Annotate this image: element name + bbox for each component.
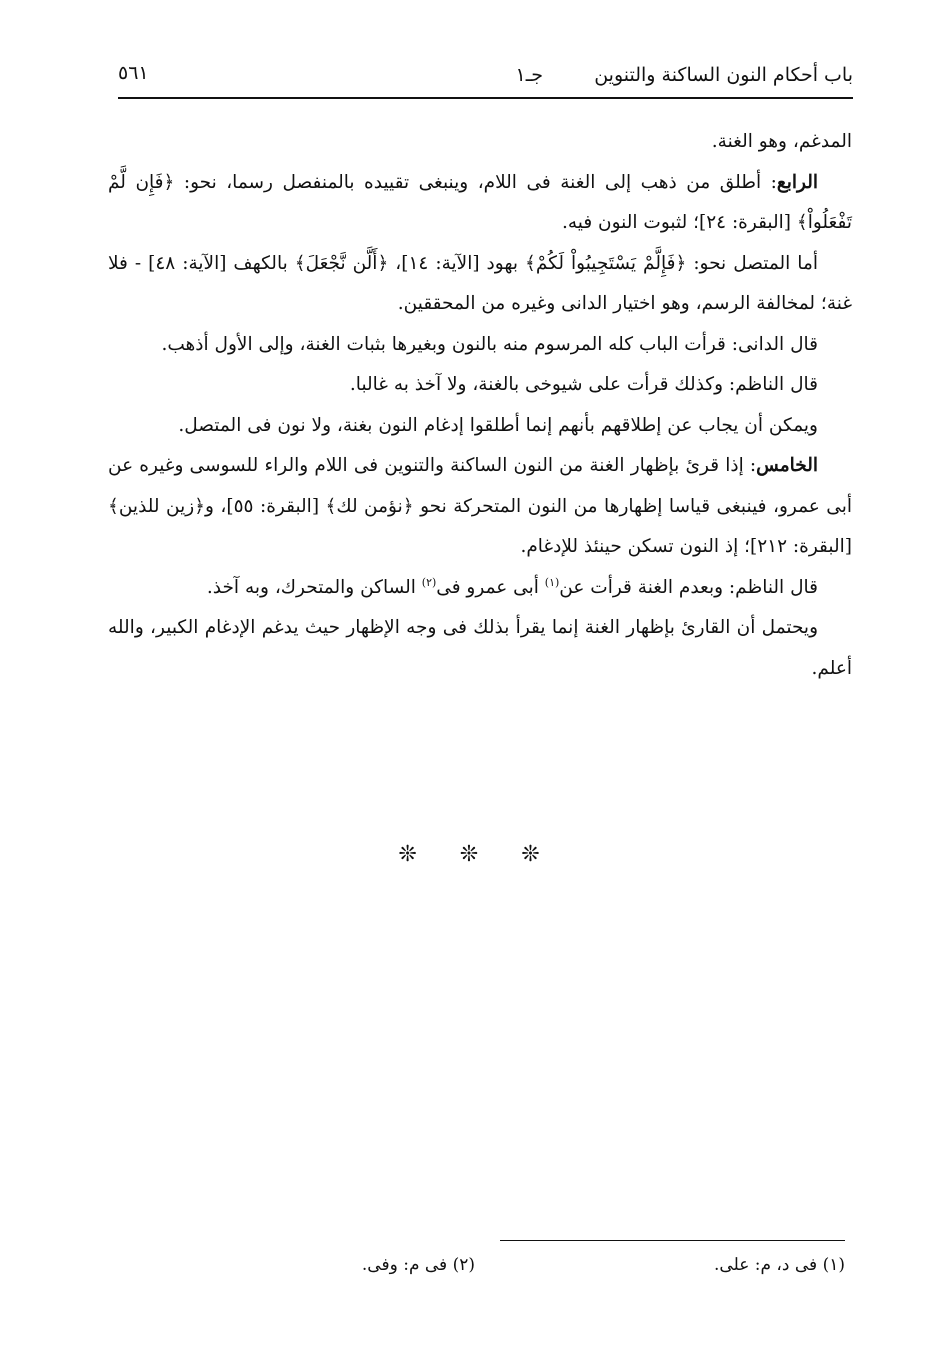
running-head bbox=[118, 62, 853, 96]
paragraph bbox=[108, 446, 852, 568]
paragraph-text: ويحتمل أن القارئ بإظهار الغنة إنما يقرأ بذلك فى وجه الإظهار حيث يدغم الإدغام الكبير، والله أعلم. bbox=[108, 617, 852, 679]
main-text bbox=[108, 122, 852, 689]
paragraph-text: ويمكن أن يجاب عن إطلاقهم بأنهم إنما أطلقوا إدغام النون بغنة، ولا نون فى المتصل. bbox=[178, 414, 818, 436]
paragraph-text: الساكن والمتحرك، وبه آخذ. bbox=[206, 576, 422, 598]
paragraph-text: : إذا قرئ بإظهار الغنة من النون الساكنة والتنوين فى اللام والراء للسوسى وغيره عن أبى عمرو، فينبغى قياسا إظهارها من النون المتحركة نحو ﴿نؤمن لك﴾ [البقرة: ٥٥]، و﴿زين للذين﴾ [البقرة: ٢١٢]؛ إذ النون تسكن حينئذ للإدغام. bbox=[108, 455, 852, 557]
paragraph-text: أما المتصل نحو: ﴿فَإِلَّمْ يَسْتَجِيبُواْ لَكُمْ﴾ بهود [الآية: ١٤]، ﴿أَلَّن نَّجْعَلَ﴾ بالكهف [الآية: ٤٨] - فلا غنة؛ لمخالفة الرسم، وهو اختيار الدانى وغيره من المحققين. bbox=[108, 252, 852, 314]
asterism-icon: ❊ bbox=[398, 842, 417, 867]
section-label: الخامس bbox=[756, 455, 818, 476]
page-number: ٥٦١ bbox=[118, 62, 149, 84]
paragraph bbox=[108, 568, 852, 609]
paragraph bbox=[108, 122, 852, 163]
paragraph bbox=[108, 163, 852, 244]
volume-label: جـ١ bbox=[515, 64, 543, 86]
paragraph-text: قال الناظم: وبعدم الغنة قرأت عن bbox=[559, 576, 818, 598]
chapter-title: باب أحكام النون الساكنة والتنوين bbox=[594, 64, 853, 86]
paragraph bbox=[108, 608, 852, 689]
footnote-marker: (١) bbox=[544, 575, 560, 589]
paragraph-text: قال الناظم: وكذلك قرأت على شيوخى بالغنة، ولا آخذ به غالبا. bbox=[349, 374, 818, 395]
footnote-rule bbox=[500, 1240, 845, 1241]
footnotes bbox=[300, 1255, 845, 1295]
paragraph bbox=[108, 365, 852, 406]
asterism-icon: ❊ bbox=[459, 842, 479, 867]
footnote-1: (١) فى د، م: على. bbox=[714, 1255, 845, 1275]
section-separator bbox=[0, 842, 938, 867]
paragraph-text: أبى عمرو فى bbox=[436, 576, 545, 598]
footnote-2: (٢) فى م: وفى. bbox=[361, 1255, 475, 1275]
footnote-marker: (٢) bbox=[421, 575, 437, 589]
paragraph bbox=[108, 325, 852, 366]
paragraph-text: قال الدانى: قرأت الباب كله المرسوم منه بالنون وبغيرها بثبات الغنة، وإلى الأول أذهب. bbox=[161, 333, 818, 355]
header-rule bbox=[118, 97, 853, 99]
paragraph-text: : أطلق من ذهب إلى الغنة فى اللام، وينبغى تقييده بالمنفصل رسما، نحو: ﴿فَإِن لَّمْ تَفْعَلُواْ﴾ [البقرة: ٢٤]؛ لثبوت النون فيه. bbox=[108, 171, 852, 233]
paragraph bbox=[108, 406, 852, 447]
asterism-icon: ❊ bbox=[521, 842, 540, 867]
paragraph-text: المدغم، وهو الغنة. bbox=[711, 131, 852, 152]
section-label: الرابع bbox=[776, 171, 818, 193]
paragraph bbox=[108, 244, 852, 325]
